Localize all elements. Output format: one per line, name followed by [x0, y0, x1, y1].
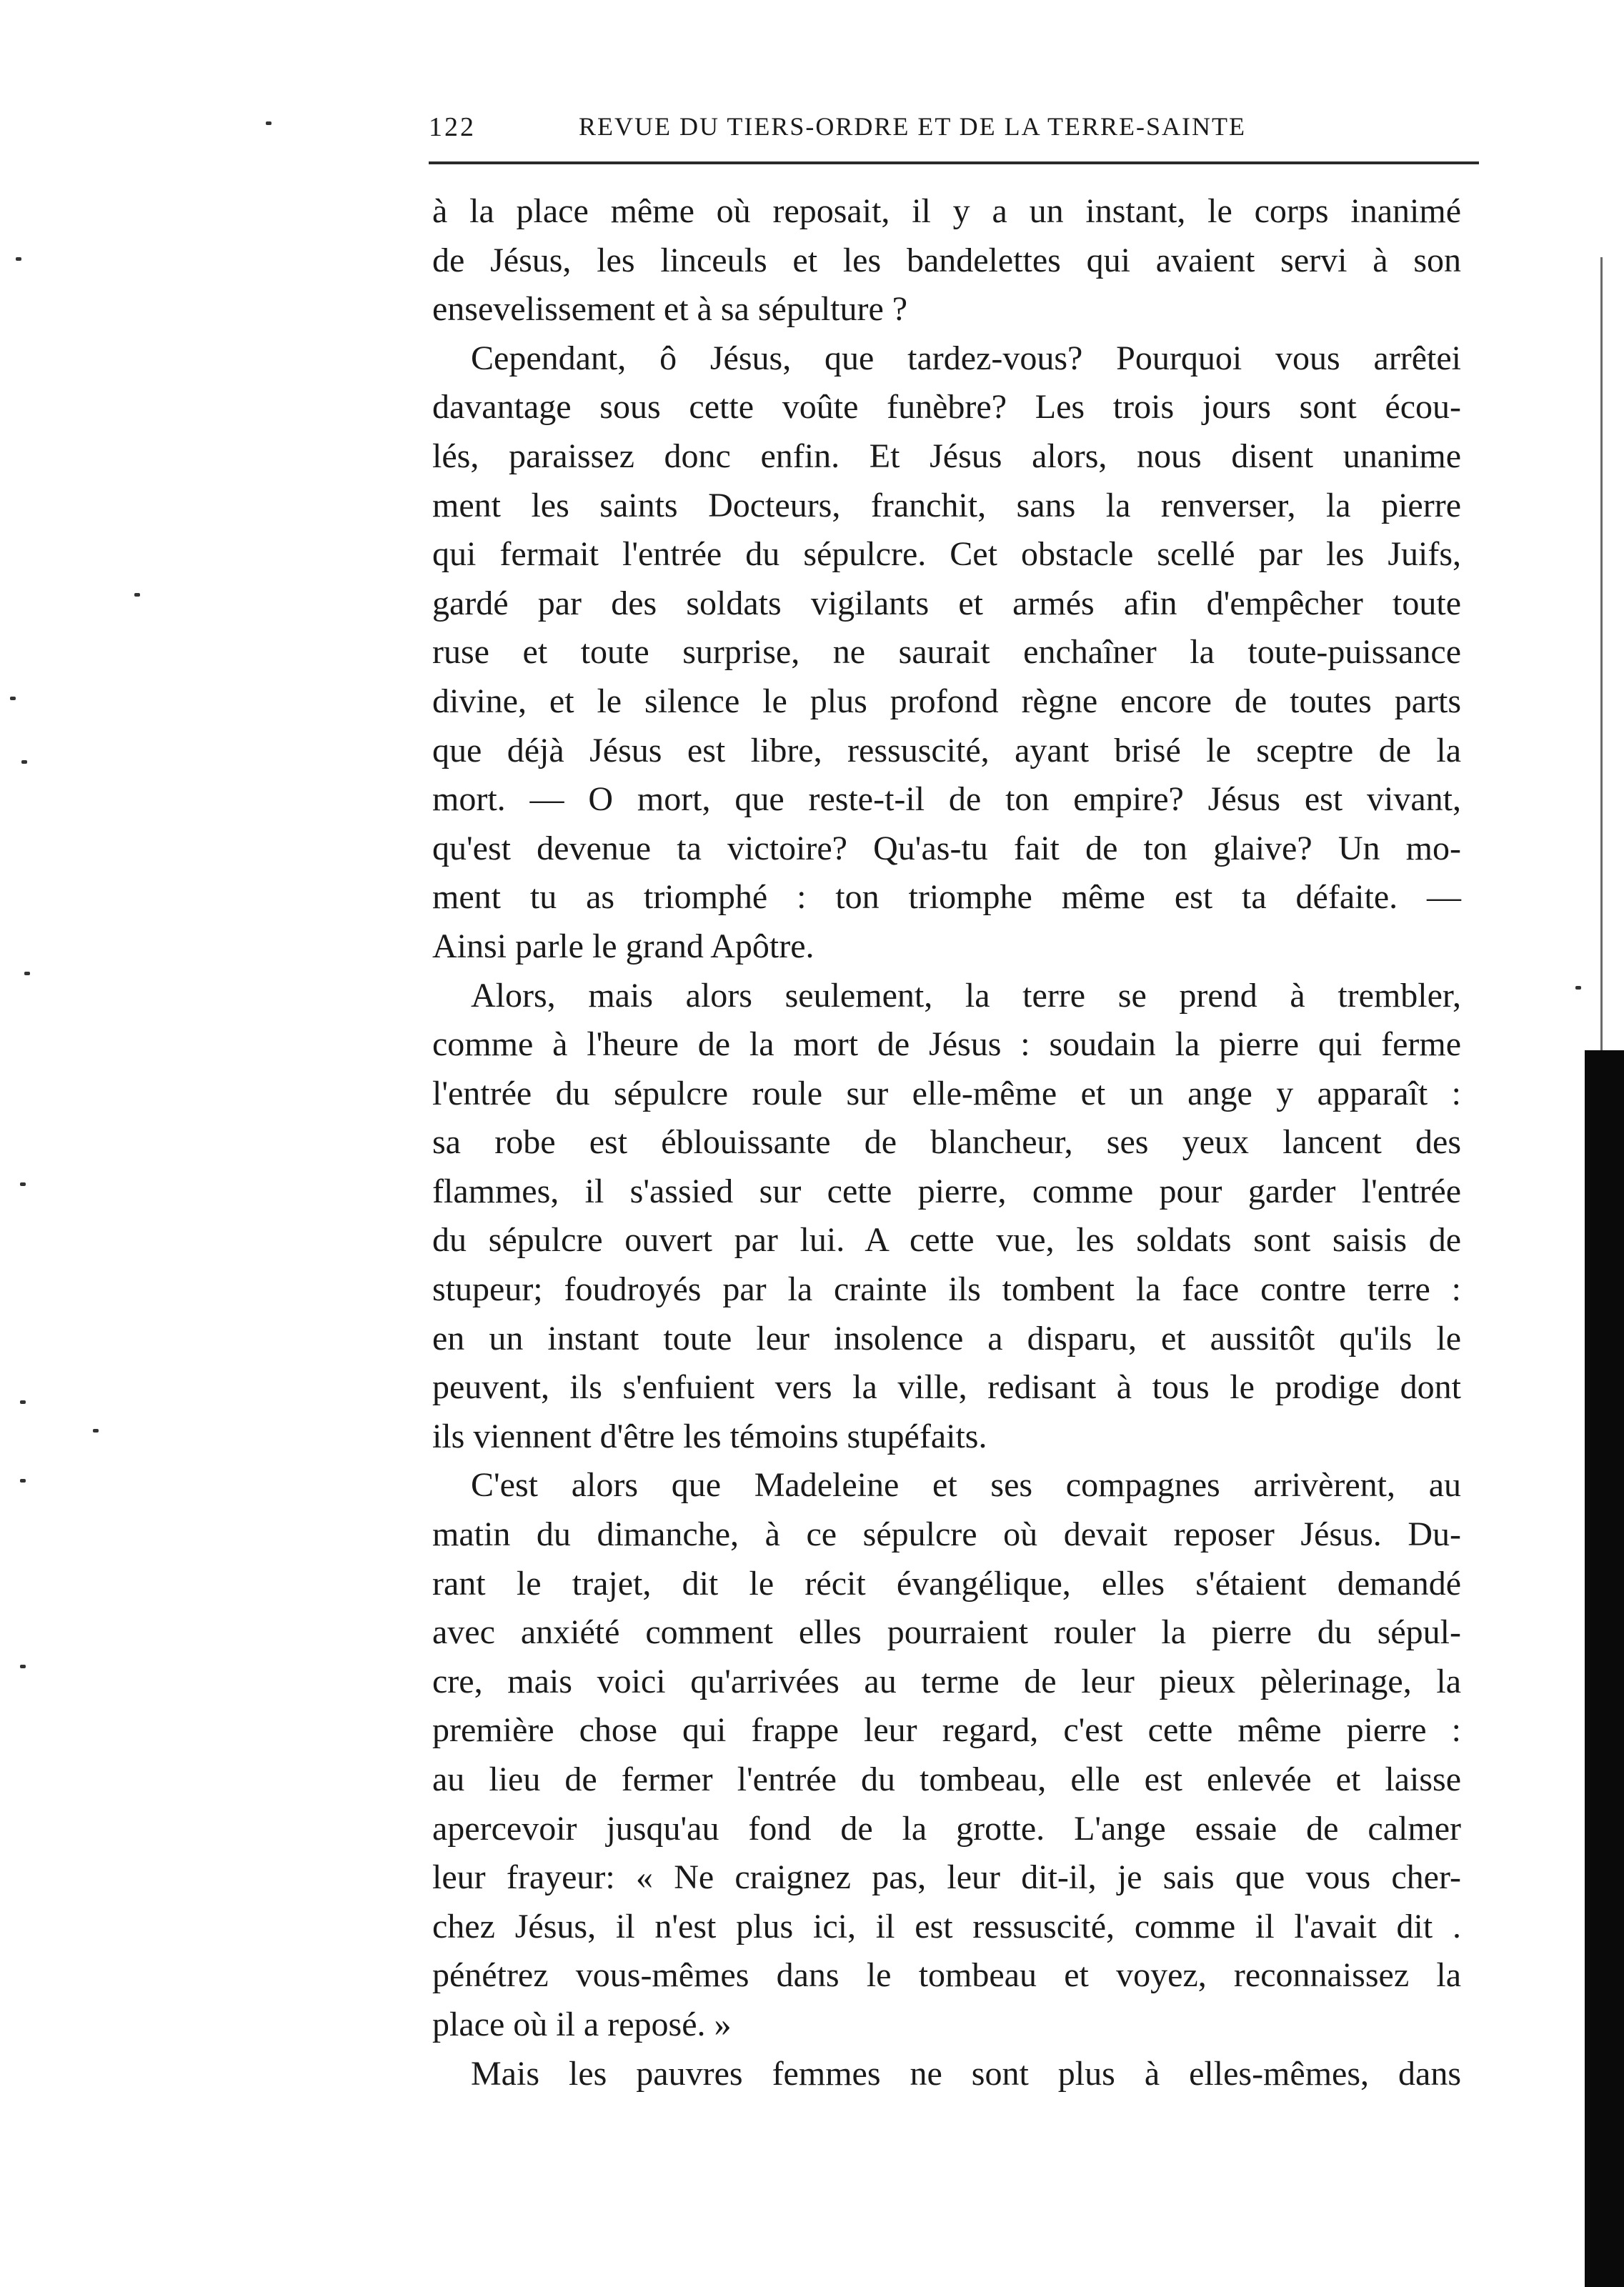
text-line: leur frayeur: « Ne craignez pas, leur dit-il, je sais que vous cher-	[432, 1858, 1461, 1897]
text-line: sa robe est éblouissante de blancheur, ses yeux lancent des	[432, 1123, 1461, 1162]
text-line: en un instant toute leur insolence a disparu, et aussitôt qu'ils le	[432, 1319, 1461, 1357]
text-line: stupeur; foudroyés par la crainte ils tombent la face contre terre :	[432, 1270, 1461, 1309]
text-line: rant le trajet, dit le récit évangélique, elles s'étaient demandé	[432, 1564, 1461, 1603]
running-title: REVUE DU TIERS-ORDRE ET DE LA TERRE-SAINTE	[579, 112, 1246, 141]
text-line: ment tu as triomphé : ton triomphe même est ta défaite. —	[432, 878, 1461, 917]
text-line: du sépulcre ouvert par lui. A cette vue, les soldats sont saisis de	[432, 1221, 1461, 1260]
text-line: ment les saints Docteurs, franchit, sans la renverser, la pierre	[432, 486, 1461, 524]
text-line: de Jésus, les linceuls et les bandelettes qui avaient servi à son	[432, 241, 1461, 279]
body-text	[432, 187, 1461, 2098]
scan-speck	[134, 593, 140, 597]
scan-speck	[93, 1429, 99, 1433]
paragraph-start-line: C'est alors que Madeleine et ses compagnes arrivèrent, au	[471, 1466, 1461, 1505]
scan-speck	[16, 257, 21, 261]
text-line: chez Jésus, il n'est plus ici, il est ressuscité, comme il l'avait dit .	[432, 1907, 1461, 1945]
text-line: mort. — O mort, que reste-t-il de ton empire? Jésus est vivant,	[432, 780, 1461, 819]
scan-speck	[21, 760, 27, 764]
text-line: gardé par des soldats vigilants et armés afin d'empêcher toute	[432, 584, 1461, 622]
scan-speck	[20, 1665, 26, 1668]
text-line: que déjà Jésus est libre, ressuscité, ayant brisé le sceptre de la	[432, 731, 1461, 769]
text-line: peuvent, ils s'enfuient vers la ville, redisant à tous le prodige dont	[432, 1368, 1461, 1407]
paragraph-start-line: Alors, mais alors seulement, la terre se prend à trembler,	[471, 976, 1461, 1015]
text-line: cre, mais voici qu'arrivées au terme de leur pieux pèlerinage, la	[432, 1662, 1461, 1700]
text-line: lés, paraissez donc enfin. Et Jésus alors, nous disent unanime	[432, 437, 1461, 475]
text-line: flammes, il s'assied sur cette pierre, comme pour garder l'entrée	[432, 1172, 1461, 1210]
text-line: place où il a reposé. »	[432, 2005, 732, 2043]
text-line: à la place même où reposait, il y a un instant, le corps inanimé	[432, 192, 1461, 230]
text-line: au lieu de fermer l'entrée du tombeau, elle est enlevée et laisse	[432, 1760, 1461, 1798]
text-line: première chose qui frappe leur regard, c'est cette même pierre :	[432, 1711, 1461, 1750]
scan-speck	[20, 1479, 26, 1483]
text-line: apercevoir jusqu'au fond de la grotte. L'ange essaie de calmer	[432, 1809, 1461, 1848]
text-line: divine, et le silence le plus profond règne encore de toutes parts	[432, 682, 1461, 720]
header-rule	[429, 161, 1479, 164]
scan-speck	[10, 697, 16, 700]
text-line: qui fermait l'entrée du sépulcre. Cet obstacle scellé par les Juifs,	[432, 535, 1461, 574]
scan-speck	[1575, 986, 1581, 990]
text-line: pénétrez vous-mêmes dans le tombeau et voyez, reconnaissez la	[432, 1956, 1461, 1995]
text-line: avec anxiété comment elles pourraient rouler la pierre du sépul-	[432, 1613, 1461, 1652]
text-line: davantage sous cette voûte funèbre? Les trois jours sont écou-	[432, 388, 1461, 427]
scan-speck	[20, 1182, 26, 1186]
text-line: ruse et toute surprise, ne saurait enchaîner la toute-puissance	[432, 633, 1461, 672]
text-line: qu'est devenue ta victoire? Qu'as-tu fait de ton glaive? Un mo-	[432, 829, 1461, 867]
page-header	[429, 106, 1479, 156]
scan-speck	[20, 1400, 26, 1404]
text-line: Ainsi parle le grand Apôtre.	[432, 927, 815, 965]
paragraph-start-line: Mais les pauvres femmes ne sont plus à elles-mêmes, dans	[471, 2054, 1461, 2093]
text-line: l'entrée du sépulcre roule sur elle-même et un ange y apparaît :	[432, 1074, 1461, 1112]
scan-speck	[24, 972, 30, 975]
text-line: comme à l'heure de la mort de Jésus : soudain la pierre qui ferme	[432, 1025, 1461, 1064]
paragraph-start-line: Cependant, ô Jésus, que tardez-vous? Pourquoi vous arrêtei	[471, 339, 1461, 377]
scan-edge-line	[1600, 257, 1603, 1050]
text-line: ils viennent d'être les témoins stupéfaits.	[432, 1417, 987, 1455]
page-number: 122	[429, 112, 476, 142]
scan-edge-shadow	[1585, 1050, 1624, 2287]
text-line: ensevelissement et à sa sépulture ?	[432, 290, 908, 329]
text-line: matin du dimanche, à ce sépulcre où devait reposer Jésus. Du-	[432, 1515, 1461, 1554]
scan-speck	[266, 121, 272, 125]
